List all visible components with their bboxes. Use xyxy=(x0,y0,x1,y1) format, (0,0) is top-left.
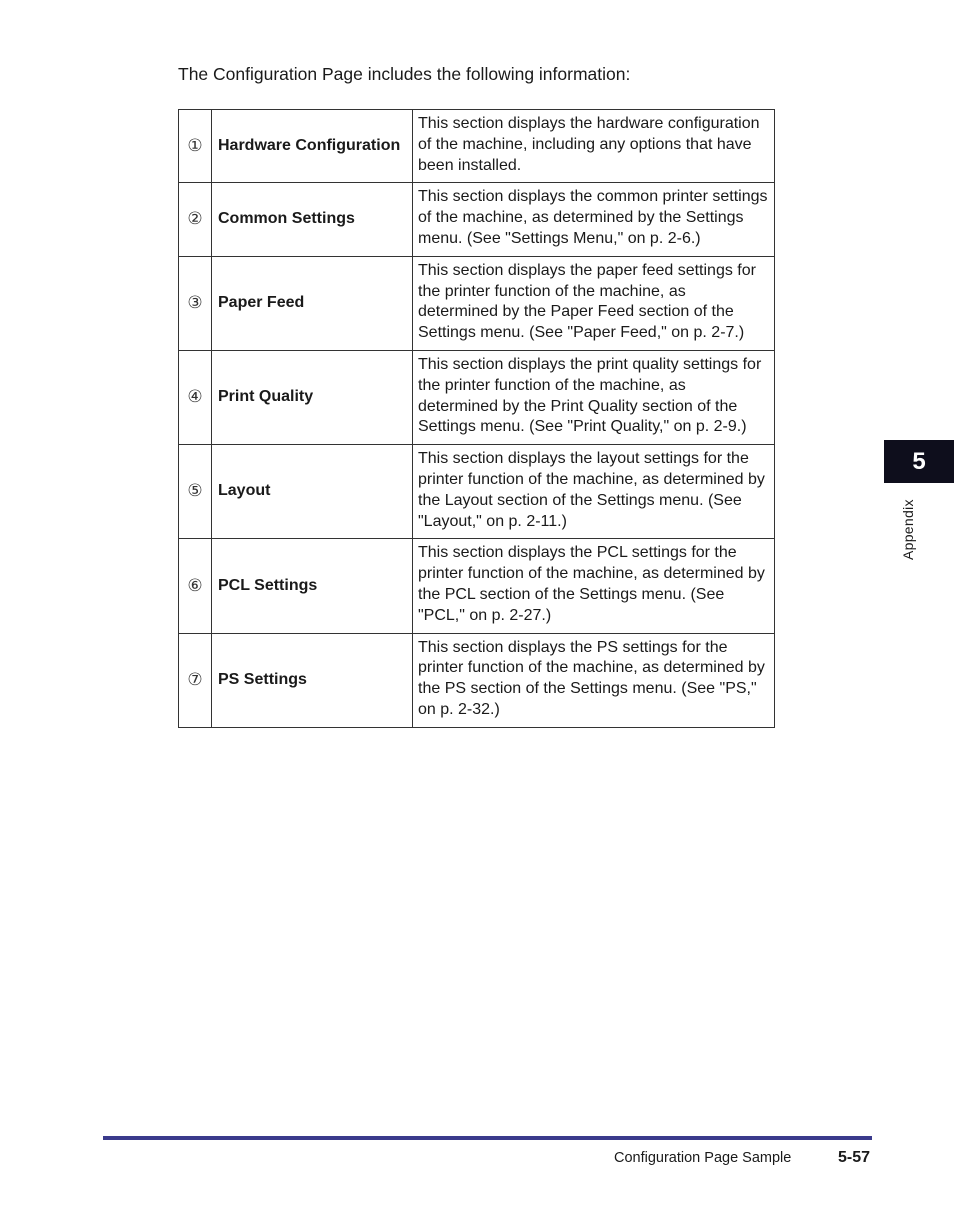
section-description: This section displays the print quality settings for the printer function of the machine, as determined by the Print Quality section of the Settings menu. (See "Print Quality," on p. 2-9.) xyxy=(413,350,775,444)
row-number: ② xyxy=(179,183,212,256)
page-number: 5-57 xyxy=(838,1149,871,1166)
configuration-info-table xyxy=(178,109,775,728)
table-row xyxy=(179,350,775,444)
row-number: ⑦ xyxy=(179,633,212,727)
table-row xyxy=(179,110,775,183)
chapter-label: Appendix xyxy=(900,499,916,560)
section-description: This section displays the PS settings for the printer function of the machine, as determined by the PS section of the Settings menu. (See "PS," on p. 2-32.) xyxy=(413,633,775,727)
chapter-number: 5 xyxy=(912,447,926,475)
section-name: PS Settings xyxy=(212,633,413,727)
table-row xyxy=(179,633,775,727)
chapter-tab xyxy=(884,440,954,483)
section-name: PCL Settings xyxy=(212,539,413,633)
section-description: This section displays the hardware configuration of the machine, including any options that have been installed. xyxy=(413,110,775,183)
section-name: Layout xyxy=(212,445,413,539)
footer-section-title: Configuration Page Sample xyxy=(614,1150,792,1166)
section-name: Hardware Configuration xyxy=(212,110,413,183)
table-row xyxy=(179,183,775,256)
section-name: Paper Feed xyxy=(212,256,413,350)
section-description: This section displays the PCL settings for the printer function of the machine, as determined by the PCL section of the Settings menu. (See "PCL," on p. 2-27.) xyxy=(413,539,775,633)
row-number: ⑥ xyxy=(179,539,212,633)
table-row xyxy=(179,539,775,633)
section-description: This section displays the layout settings for the printer function of the machine, as determined by the Layout section of the Settings menu. (See "Layout," on p. 2-11.) xyxy=(413,445,775,539)
section-name: Print Quality xyxy=(212,350,413,444)
section-description: This section displays the common printer settings of the machine, as determined by the Settings menu. (See "Settings Menu," on p. 2-6.) xyxy=(413,183,775,256)
row-number: ④ xyxy=(179,350,212,444)
section-name: Common Settings xyxy=(212,183,413,256)
row-number: ⑤ xyxy=(179,445,212,539)
row-number: ① xyxy=(179,110,212,183)
table-row xyxy=(179,256,775,350)
section-description: This section displays the paper feed settings for the printer function of the machine, as determined by the Paper Feed section of the Settings menu. (See "Paper Feed," on p. 2-7.) xyxy=(413,256,775,350)
table-row xyxy=(179,445,775,539)
footer-rule xyxy=(103,1136,872,1140)
intro-text: The Configuration Page includes the following information: xyxy=(178,64,631,84)
row-number: ③ xyxy=(179,256,212,350)
